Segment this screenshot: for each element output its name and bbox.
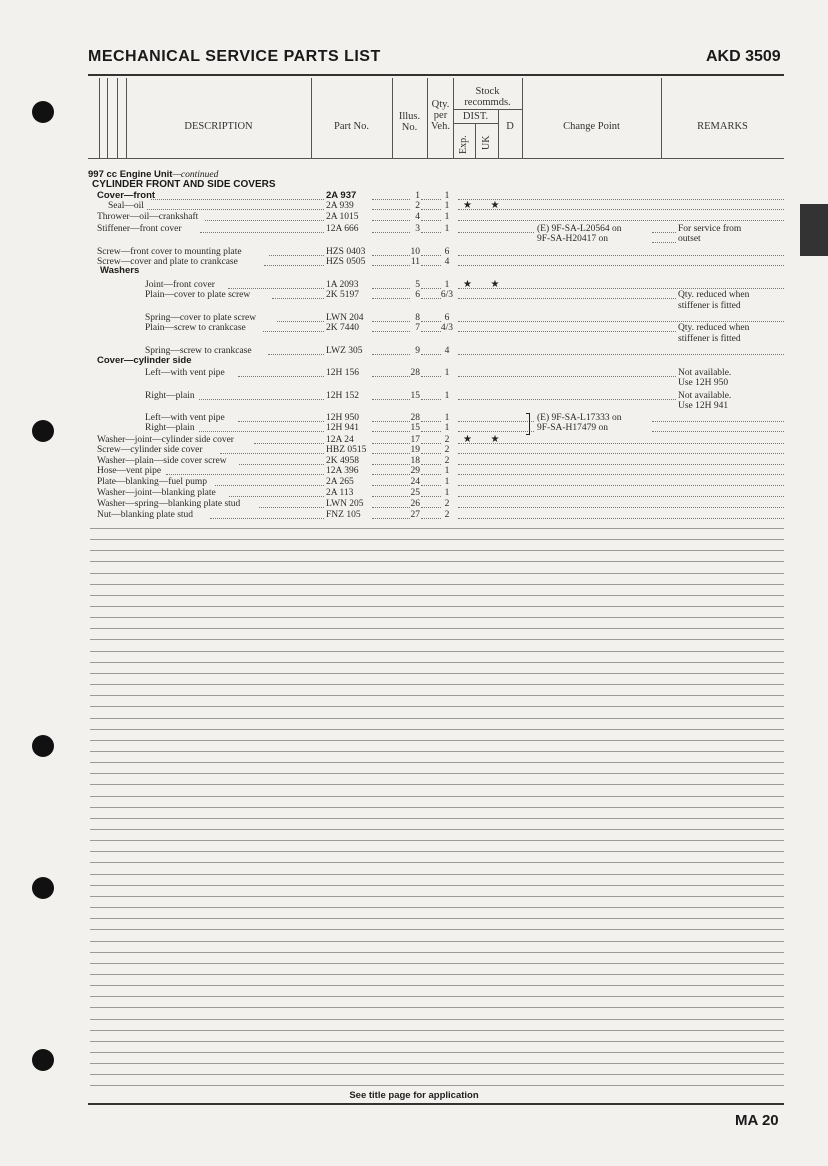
ruled-line [90, 1019, 784, 1020]
dot-leader [458, 485, 784, 486]
ruled-line [90, 1052, 784, 1053]
ruled-line [90, 963, 784, 964]
change-point-bracket [526, 413, 530, 435]
illus-number: 25 [410, 488, 420, 498]
qty-per-vehicle: 1 [444, 224, 450, 234]
stock-recommendation-stars: ★ ★ [463, 434, 508, 445]
part-description: Screw—cover and plate to crankcase [97, 257, 238, 267]
qty-per-vehicle: 1 [444, 477, 450, 487]
part-number: LWZ 305 [326, 346, 363, 356]
stock-recommendation-stars: ★ ★ [463, 279, 508, 290]
remarks: Qty. reduced when [678, 290, 750, 300]
illus-header: Illus. No. [398, 111, 421, 133]
dot-leader [458, 399, 676, 400]
ruled-line [90, 561, 784, 562]
qty-per-vehicle: 6 [444, 313, 450, 323]
d-header: D [506, 121, 514, 132]
part-description: Left—with vent pipe [145, 368, 225, 378]
dot-leader [458, 518, 784, 519]
illus-number: 19 [410, 445, 420, 455]
qty-header: Qty. per Veh. [431, 99, 450, 132]
exp-header: Exp. [458, 135, 469, 154]
dot-leader [458, 232, 534, 233]
part-number: 12H 950 [326, 413, 359, 423]
ruled-line [90, 996, 784, 997]
dot-leader [269, 255, 325, 256]
ruled-line [90, 952, 784, 953]
ruled-line [90, 706, 784, 707]
dot-leader [264, 265, 324, 266]
part-description: Washers [100, 265, 140, 276]
qty-per-vehicle: 1 [444, 191, 450, 201]
header-rule [88, 74, 784, 76]
dot-leader [458, 321, 784, 322]
part-number: 1A 2093 [326, 280, 359, 290]
ruled-line [90, 628, 784, 629]
ruled-line [90, 874, 784, 875]
dot-leader [272, 298, 324, 299]
section-heading: CYLINDER FRONT AND SIDE COVERS [92, 179, 276, 190]
qty-per-vehicle: 4/3 [440, 323, 454, 333]
ruled-line [90, 550, 784, 551]
qty-per-vehicle: 1 [444, 391, 450, 401]
section-unit: 997 cc Engine Unit—continued [88, 169, 219, 180]
dot-leader [238, 421, 324, 422]
ruled-line [90, 528, 784, 529]
illus-number: 26 [410, 499, 420, 509]
dot-leader [166, 474, 324, 475]
ruled-line [90, 941, 784, 942]
ruled-line [90, 1007, 784, 1008]
illus-number: 18 [410, 456, 420, 466]
dot-leader [147, 209, 324, 210]
qty-per-vehicle: 2 [444, 499, 450, 509]
part-number: FNZ 105 [326, 510, 361, 520]
part-number: 12A 666 [326, 224, 359, 234]
part-description: Plain—cover to plate screw [145, 290, 251, 300]
dot-leader [458, 421, 534, 422]
illus-number: 3 [415, 224, 420, 234]
part-description: Stiffener—front cover [97, 224, 182, 234]
part-description: Right—plain [145, 391, 195, 401]
dot-leader [199, 399, 324, 400]
punch-hole [32, 1049, 54, 1071]
part-description: Spring—cover to plate screw [145, 313, 257, 323]
illus-number: 15 [410, 391, 420, 401]
dot-leader [652, 421, 784, 422]
dot-leader [652, 232, 676, 233]
remarks: Use 12H 941 [678, 401, 729, 411]
qty-per-vehicle: 1 [444, 212, 450, 222]
illus-number: 17 [410, 435, 420, 445]
qty-per-vehicle: 2 [444, 445, 450, 455]
ruled-line [90, 829, 784, 830]
dot-leader [458, 298, 676, 299]
dot-leader [458, 255, 784, 256]
illus-number: 24 [410, 477, 420, 487]
dot-leader [229, 496, 324, 497]
dot-leader [458, 354, 784, 355]
change-point-header: Change Point [563, 121, 620, 132]
dot-leader [458, 265, 784, 266]
illus-number: 9 [415, 346, 420, 356]
ruled-line [90, 651, 784, 652]
dot-leader [210, 518, 324, 519]
part-description: Nut—blanking plate stud [97, 510, 194, 520]
change-point: 9F-SA-H20417 on [537, 234, 608, 244]
illus-number: 5 [415, 280, 420, 290]
illus-number: 1 [415, 191, 420, 201]
part-number: 2A 113 [326, 488, 354, 498]
part-description: Screw—cylinder side cover [97, 445, 203, 455]
ruled-line [90, 639, 784, 640]
ruled-line [90, 862, 784, 863]
ruled-line [90, 762, 784, 763]
dot-leader [151, 199, 324, 200]
part-description: Plate—blanking—fuel pump [97, 477, 208, 487]
qty-per-vehicle: 1 [444, 368, 450, 378]
remarks-header: REMARKS [697, 121, 748, 132]
stock-recommendation-stars: ★ ★ [463, 200, 508, 211]
part-number: 2A 939 [326, 201, 354, 211]
remarks: Qty. reduced when [678, 323, 750, 333]
illus-number: 28 [410, 368, 420, 378]
part-number: 2K 7440 [326, 323, 359, 333]
part-description: Hose—vent pipe [97, 466, 162, 476]
qty-per-vehicle: 1 [444, 488, 450, 498]
ruled-line [90, 896, 784, 897]
stock-header: Stock recommds. [464, 86, 511, 108]
remarks: outset [678, 234, 701, 244]
illus-number: 27 [410, 510, 420, 520]
ruled-line [90, 673, 784, 674]
dist-header: DIST. [462, 111, 489, 122]
ruled-line [90, 573, 784, 574]
part-number: 2K 5197 [326, 290, 359, 300]
remarks: Use 12H 950 [678, 378, 729, 388]
ruled-line [90, 807, 784, 808]
illus-number: 2 [415, 201, 420, 211]
ruled-line [90, 695, 784, 696]
part-description: Cover—front [97, 190, 156, 201]
page-number: MA 20 [735, 1112, 779, 1129]
uk-header: UK [481, 135, 492, 150]
qty-per-vehicle: 2 [444, 510, 450, 520]
punch-hole [32, 877, 54, 899]
ruled-line [90, 907, 784, 908]
dot-leader [215, 485, 324, 486]
part-number: HZS 0505 [326, 257, 366, 267]
dot-leader [458, 376, 676, 377]
part-description: Spring—screw to crankcase [145, 346, 252, 356]
footer-note: See title page for application [349, 1090, 479, 1101]
ruled-line [90, 773, 784, 774]
part-number: 2K 4958 [326, 456, 359, 466]
dot-leader [200, 232, 324, 233]
document-code: AKD 3509 [706, 48, 781, 65]
remarks: stiffener is fitted [678, 301, 741, 311]
ruled-line [90, 684, 784, 685]
qty-per-vehicle: 1 [444, 466, 450, 476]
dot-leader [263, 331, 324, 332]
dot-leader [458, 220, 784, 221]
illus-number: 8 [415, 313, 420, 323]
illus-number: 6 [415, 290, 420, 300]
ruled-line [90, 851, 784, 852]
dot-leader [268, 354, 325, 355]
dot-leader [199, 431, 324, 432]
dot-leader [220, 453, 325, 454]
dot-leader [239, 464, 324, 465]
qty-per-vehicle: 2 [444, 456, 450, 466]
part-number: HZS 0403 [326, 247, 366, 257]
ruled-line [90, 840, 784, 841]
dot-leader [458, 507, 784, 508]
part-description: Washer—joint—cylinder side cover [97, 435, 234, 445]
ruled-line [90, 929, 784, 930]
part-number: LWN 205 [326, 499, 364, 509]
footer-rule [88, 1103, 784, 1105]
remarks: stiffener is fitted [678, 334, 741, 344]
dot-leader [458, 331, 676, 332]
illus-number: 29 [410, 466, 420, 476]
change-point: 9F-SA-H17479 on [537, 423, 608, 433]
part-description: Joint—front cover [145, 280, 215, 290]
ruled-line [90, 885, 784, 886]
qty-per-vehicle: 1 [444, 413, 450, 423]
dot-leader [652, 431, 784, 432]
part-description: Washer—plain—side cover screw [97, 456, 227, 466]
qty-per-vehicle: 6/3 [440, 290, 454, 300]
ruled-line [90, 740, 784, 741]
ruled-line [90, 985, 784, 986]
illus-number: 11 [410, 257, 420, 267]
ruled-line [90, 584, 784, 585]
qty-per-vehicle: 4 [444, 257, 450, 267]
dot-leader [458, 464, 784, 465]
dot-leader [458, 431, 534, 432]
ruled-line [90, 1041, 784, 1042]
part-description: Screw—front cover to mounting plate [97, 247, 242, 257]
illus-number: 10 [410, 247, 420, 257]
part-number: 12A 396 [326, 466, 359, 476]
ruled-line [90, 595, 784, 596]
qty-per-vehicle: 4 [444, 346, 450, 356]
dot-leader [228, 288, 324, 289]
punch-hole [32, 420, 54, 442]
ruled-line [90, 796, 784, 797]
punch-hole [32, 101, 54, 123]
qty-per-vehicle: 1 [444, 423, 450, 433]
dot-leader [652, 242, 676, 243]
part-number: 12H 941 [326, 423, 359, 433]
part-number: 12H 156 [326, 368, 359, 378]
dot-leader [277, 321, 324, 322]
change-point: (E) 9F-SA-L20564 on [537, 224, 622, 234]
part-number: 2A 937 [326, 190, 357, 201]
part-description: Washer—joint—blanking plate [97, 488, 216, 498]
dot-leader [238, 376, 324, 377]
qty-per-vehicle: 1 [444, 280, 450, 290]
ruled-line [90, 784, 784, 785]
ruled-line [90, 617, 784, 618]
ruled-line [90, 729, 784, 730]
qty-per-vehicle: 6 [444, 247, 450, 257]
dot-leader [259, 507, 324, 508]
remarks: Not available. [678, 368, 732, 378]
ruled-line [90, 751, 784, 752]
qty-per-vehicle: 1 [444, 201, 450, 211]
dot-leader [205, 220, 324, 221]
part-description: Thrower—oil—crankshaft [97, 212, 199, 222]
illus-number: 28 [410, 413, 420, 423]
ruled-line [90, 918, 784, 919]
ruled-line [90, 1030, 784, 1031]
part-number: 2A 1015 [326, 212, 359, 222]
part-description: Washer—spring—blanking plate stud [97, 499, 241, 509]
part-description: Left—with vent pipe [145, 413, 225, 423]
illus-number: 15 [410, 423, 420, 433]
illus-number: 4 [415, 212, 420, 222]
part-description: Seal—oil [108, 201, 144, 211]
part-number: LWN 204 [326, 313, 364, 323]
ruled-line [90, 539, 784, 540]
ruled-line [90, 662, 784, 663]
ruled-line [90, 606, 784, 607]
punch-hole [32, 735, 54, 757]
ruled-line [90, 818, 784, 819]
page-title: MECHANICAL SERVICE PARTS LIST [88, 48, 381, 65]
ruled-line [90, 1074, 784, 1075]
dot-leader [254, 443, 324, 444]
part-description: Right—plain [145, 423, 195, 433]
change-point: (E) 9F-SA-L17333 on [537, 413, 622, 423]
ruled-line [90, 718, 784, 719]
ruled-line [90, 974, 784, 975]
part-number: HBZ 0515 [326, 445, 367, 455]
part-no-header: Part No. [334, 121, 369, 132]
qty-per-vehicle: 2 [444, 435, 450, 445]
part-description: Cover—cylinder side [97, 355, 192, 366]
part-number: 12H 152 [326, 391, 359, 401]
part-description: Plain—screw to crankcase [145, 323, 246, 333]
dot-leader [458, 474, 784, 475]
dot-leader [458, 496, 784, 497]
dot-leader [458, 453, 784, 454]
description-header: DESCRIPTION [184, 121, 253, 132]
remarks: For service from [678, 224, 742, 234]
index-tab [800, 204, 828, 256]
part-number: 12A 24 [326, 435, 354, 445]
remarks: Not available. [678, 391, 732, 401]
ruled-line [90, 1085, 784, 1086]
illus-number: 7 [415, 323, 420, 333]
part-number: 2A 265 [326, 477, 354, 487]
ruled-line [90, 1063, 784, 1064]
